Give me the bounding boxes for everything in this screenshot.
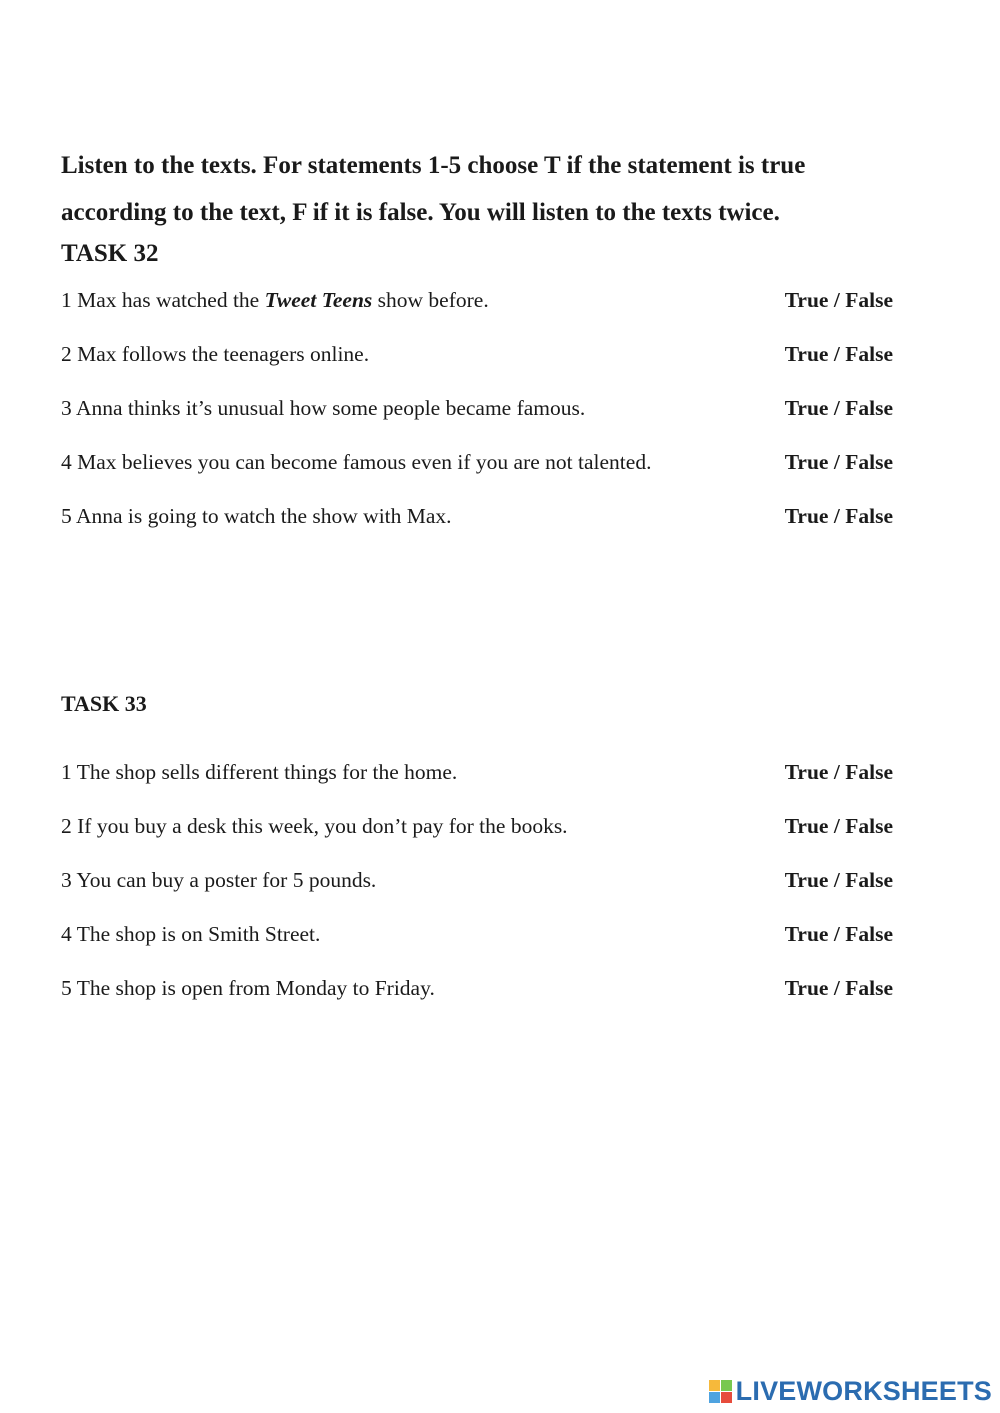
choice-separator: / [828,342,846,366]
choice-separator: / [828,450,846,474]
task-33-heading: TASK 33 [61,691,147,716]
true-option[interactable]: True [784,760,829,784]
liveworksheets-logo-icon [709,1380,732,1403]
true-false-choice [785,394,893,422]
choice-separator: / [828,760,846,784]
true-false-choice [785,920,893,948]
statement-text: 1 The shop sells different things for the home. [61,760,458,784]
choice-separator: / [828,922,846,946]
true-false-choice [785,974,893,1002]
liveworksheets-logo [709,1376,992,1407]
choice-separator: / [828,814,846,838]
task-32-statements [61,286,893,556]
false-option[interactable]: False [845,396,893,420]
true-option[interactable]: True [784,922,829,946]
true-false-choice [785,502,893,530]
statement-row [61,286,893,340]
false-option[interactable]: False [845,760,893,784]
statement-row [61,974,893,1028]
statement-text: 2 If you buy a desk this week, you don’t pay for the books. [61,814,568,838]
statement-row [61,340,893,394]
statement-text-part: show before. [372,288,489,312]
statement-row [61,866,893,920]
logo-tile [709,1392,720,1403]
logo-tile [709,1380,720,1391]
logo-tile [721,1380,732,1391]
statement-text: 3 You can buy a poster for 5 pounds. [61,868,377,892]
true-option[interactable]: True [784,976,829,1000]
true-option[interactable]: True [784,396,829,420]
false-option[interactable]: False [845,922,893,946]
statement-row [61,920,893,974]
show-title: Tweet Teens [264,288,373,312]
statement-text: 5 Anna is going to watch the show with Max. [61,504,452,528]
task-32-heading: TASK 32 [61,240,159,267]
true-false-choice [785,448,893,476]
true-option[interactable]: True [784,288,829,312]
statement-text: 2 Max follows the teenagers online. [61,342,370,366]
logo-text: LIVEWORKSHEETS [735,1376,992,1406]
logo-tile [721,1392,732,1403]
statement-text-part: 1 Max has watched the [61,288,265,312]
task-33-statements [61,758,893,1028]
instructions: Listen to the texts. For statements 1-5 choose T if the statement is true according to the text, F if it is false. You will listen to the texts twice. [61,152,806,226]
true-false-choice [785,286,893,314]
statement-text: 4 The shop is on Smith Street. [61,922,321,946]
true-false-choice [785,758,893,786]
statement-row [61,448,893,502]
false-option[interactable]: False [845,976,893,1000]
true-option[interactable]: True [784,342,829,366]
true-false-choice [785,812,893,840]
true-option[interactable]: True [784,504,829,528]
false-option[interactable]: False [845,814,893,838]
false-option[interactable]: False [845,288,893,312]
statement-row [61,812,893,866]
statement-text: 5 The shop is open from Monday to Friday. [61,976,435,1000]
choice-separator: / [828,396,846,420]
true-option[interactable]: True [784,450,829,474]
statement-row [61,758,893,812]
choice-separator: / [828,288,846,312]
statement-text: 3 Anna thinks it’s unusual how some people became famous. [61,396,586,420]
true-option[interactable]: True [784,868,829,892]
true-false-choice [785,340,893,368]
false-option[interactable]: False [845,504,893,528]
true-false-choice [785,866,893,894]
true-option[interactable]: True [784,814,829,838]
statement-text [61,286,489,314]
false-option[interactable]: False [845,450,893,474]
choice-separator: / [828,868,846,892]
false-option[interactable]: False [845,868,893,892]
choice-separator: / [828,976,846,1000]
statement-row [61,502,893,556]
choice-separator: / [828,504,846,528]
statement-row [61,394,893,448]
statement-text: 4 Max believes you can become famous even if you are not talented. [61,450,652,474]
false-option[interactable]: False [845,342,893,366]
